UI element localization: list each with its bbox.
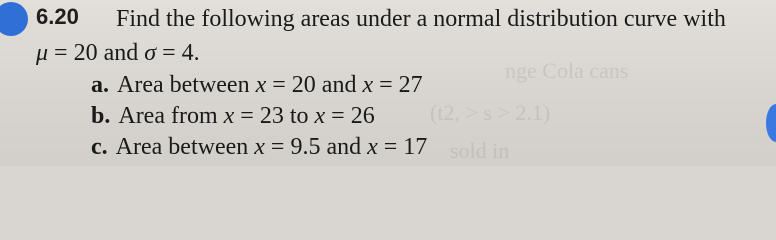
variable: x (314, 103, 326, 129)
variable: x (367, 134, 378, 160)
item-text: Area from (118, 103, 224, 129)
exercise-number: 6.20 (36, 4, 79, 29)
problem-parameters (36, 40, 200, 67)
item-text: Area between (115, 134, 255, 160)
show-through-text: sold in (450, 138, 510, 163)
sigma-symbol: σ (144, 40, 157, 66)
item-text: Area between (117, 72, 256, 98)
exercise-marker-icon (0, 2, 28, 36)
item-text: = 20 and (266, 72, 363, 98)
show-through-text: (t2, > s > 2.1) (430, 100, 551, 125)
param-text: = 20 and (48, 40, 145, 66)
variable: x (223, 103, 235, 129)
variable: x (254, 134, 265, 160)
param-text: = 4. (156, 40, 200, 66)
list-item-c (91, 134, 427, 161)
item-text: = 9.5 and (264, 134, 368, 160)
item-text: = 27 (373, 72, 423, 98)
variable: x (362, 72, 374, 98)
item-text: = 26 (325, 103, 375, 129)
show-through-text: nge Cola cans (505, 58, 629, 83)
problem-intro: Find the following areas under a normal distribution curve with (116, 6, 726, 32)
list-item-a (91, 72, 423, 99)
page-edge-marker-icon (766, 104, 776, 142)
list-item-b (91, 103, 375, 130)
variable: x (255, 72, 267, 98)
item-text: = 23 to (234, 103, 315, 129)
item-label: b. (91, 103, 111, 129)
item-label: c. (91, 134, 108, 160)
item-label: a. (91, 72, 109, 98)
mu-symbol: μ (36, 40, 49, 66)
item-text: = 17 (377, 134, 428, 160)
